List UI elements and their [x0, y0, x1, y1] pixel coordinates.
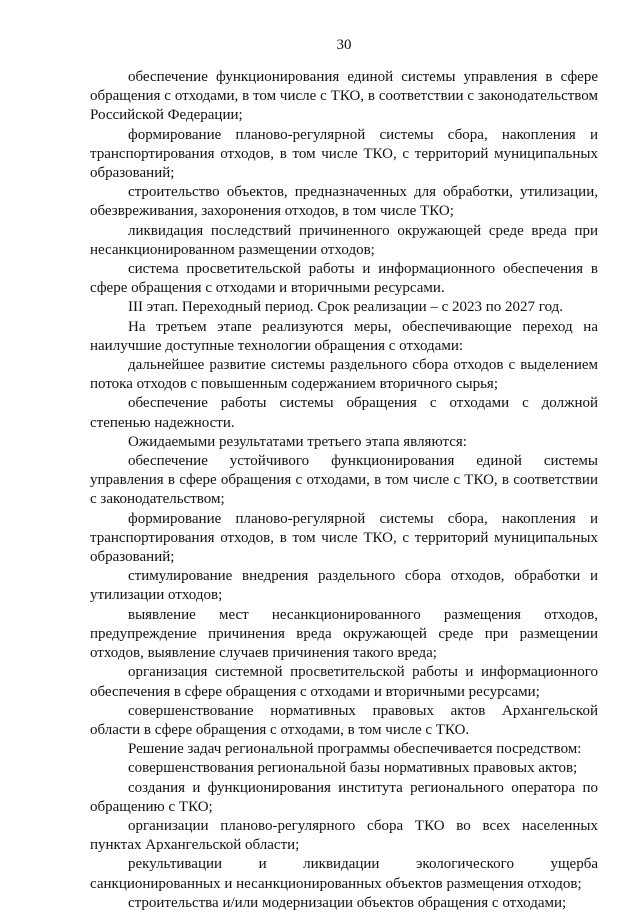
paragraph: строительство объектов, предназначенных для обработки, утилизации, обезвреживания, захоронения отходов, в том числе ТКО;	[90, 184, 598, 220]
paragraph: система просветительской работы и информационного обеспечения в сфере обращения с отходами и вторичными ресурсами.	[90, 261, 598, 297]
paragraph: обеспечение функционирования единой системы управления в сфере обращения с отходами, в том числе с ТКО, в соответствии с законодательством Российской Федерации;	[90, 69, 598, 124]
paragraph: организация системной просветительской работы и информационного обеспечения в сфере обращения с отходами и вторичными ресурсами;	[90, 664, 598, 700]
paragraph: ликвидация последствий причиненного окружающей среде вреда при несанкционированном размещении отходов;	[90, 222, 598, 258]
document-page	[90, 36, 598, 913]
paragraph: формирование планово-регулярной системы сбора, накопления и транспортирования отходов, в том числе ТКО, с территорий муниципальных образований;	[90, 126, 598, 182]
paragraph: Ожидаемыми результатами третьего этапа являются:	[128, 433, 467, 450]
paragraph: обеспечение работы системы обращения с отходами с должной степенью надежности.	[90, 395, 598, 431]
page-number: 30	[336, 37, 352, 53]
paragraph: рекультивации и ликвидации экологического ущерба санкционированных и несанкционированных объектов размещения отходов;	[90, 856, 598, 892]
paragraph: совершенствования региональной базы нормативных правовых актов;	[128, 760, 578, 777]
stage-heading: III этап. Переходный период. Срок реализации – с 2023 по 2027 год.	[128, 299, 564, 316]
paragraph: стимулирование внедрения раздельного сбора отходов, обработки и утилизации отходов;	[90, 568, 598, 604]
paragraph: организации планово-регулярного сбора ТКО во всех населенных пунктах Архангельской области;	[90, 817, 598, 854]
paragraph: Решение задач региональной программы обеспечивается посредством:	[128, 741, 582, 758]
paragraph: обеспечение устойчивого функционирования единой системы управления в сфере обращения с отходами, в том числе с ТКО, в соответствии с законодательством;	[90, 453, 598, 508]
paragraph: совершенствование нормативных правовых актов Архангельской области в сфере обращения с отходами, в том числе с ТКО.	[90, 702, 598, 738]
paragraph: строительства и/или модернизации объектов обращения с отходами;	[128, 894, 567, 911]
paragraph: выявление мест несанкционированного размещения отходов, предупреждение причинения вреда окружающей среде при размещении отходов, выявление случаев причинения такого вреда;	[90, 606, 598, 662]
paragraph: формирование планово-регулярной системы сбора, накопления и транспортирования отходов, в том числе ТКО, с территорий муниципальных образований;	[90, 510, 598, 566]
paragraph: На третьем этапе реализуются меры, обеспечивающие переход на наилучшие доступные технологии обращения с отходами:	[90, 318, 598, 354]
paragraph: дальнейшее развитие системы раздельного сбора отходов с выделением потока отходов с повышенным содержанием вторичного сырья;	[90, 357, 598, 393]
paragraph: создания и функционирования института регионального оператора по обращению с ТКО;	[90, 779, 598, 815]
